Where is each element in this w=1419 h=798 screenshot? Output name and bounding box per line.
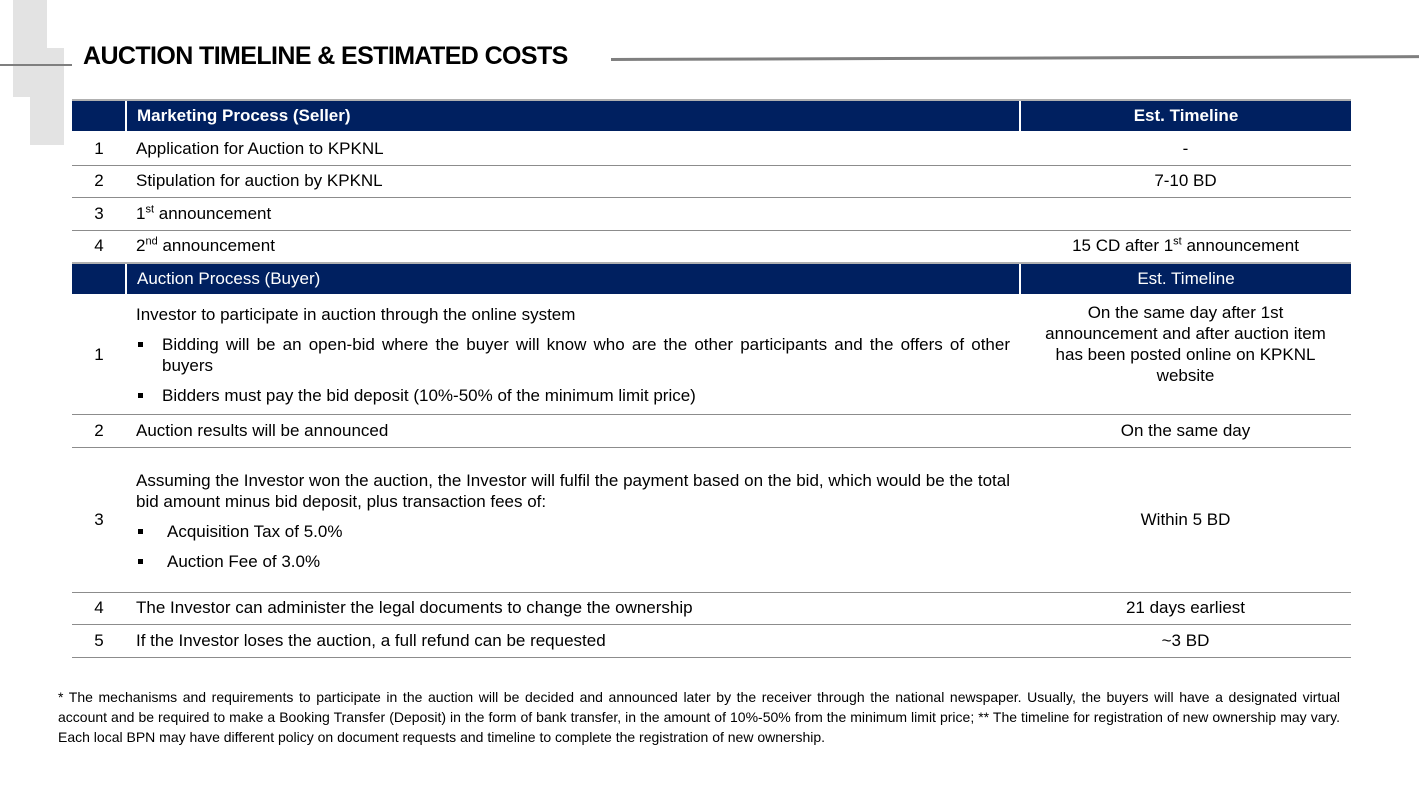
page-title: AUCTION TIMELINE & ESTIMATED COSTS: [83, 42, 576, 71]
footnote: * The mechanisms and requirements to participate in the auction will be decided and announced later by the receiver through the national newspaper. Usually, the buyers will have a designated virtual account and be required to make a Booking Transfer (Deposit) in the form of bank transfer, in the amount of 10%-50% from the minimum limit price; ** The timeline for registration of new ownership may vary. Each local BPN may have different policy on document requests and timeline to complete the registration of new ownership.: [58, 689, 1340, 745]
row-number: 4: [72, 592, 126, 625]
row-text-pre: 1: [136, 203, 146, 223]
table-row: [72, 415, 1351, 448]
row-text: Application for Auction to KPKNL: [126, 132, 1020, 165]
row-timeline: 7-10 BD: [1020, 165, 1351, 198]
row-text-pre: 2: [136, 236, 146, 256]
decorative-block: [30, 48, 64, 145]
table-row: [72, 625, 1351, 658]
table-row: [72, 198, 1351, 231]
row-text: Auction results will be announced: [126, 415, 1020, 448]
row-timeline: ~3 BD: [1020, 625, 1351, 658]
table-row: [72, 295, 1351, 415]
row-number: 1: [72, 132, 126, 165]
row-number: 2: [72, 165, 126, 198]
seller-header-timeline: Est. Timeline: [1020, 100, 1351, 132]
row-text: Investor to participate in auction through the online system: [136, 305, 576, 324]
row-text-post: announcement: [157, 236, 275, 256]
row-number: 2: [72, 415, 126, 448]
row-text: Assuming the Investor won the auction, the Investor will fulfil the payment based on the bid, which would be the total bid amount minus bid deposit, plus transaction fees of:: [136, 470, 1010, 511]
buyer-header-row: [72, 263, 1351, 295]
bullet-item: Acquisition Tax of 5.0%: [136, 521, 1010, 542]
row-number: 3: [72, 447, 126, 592]
row-timeline: [1020, 198, 1351, 231]
row-text: [126, 198, 1020, 231]
bullet-item: Bidders must pay the bid deposit (10%-50% of the minimum limit price): [136, 385, 1010, 406]
row-text-cell: [126, 295, 1020, 415]
header-num-cell: [72, 100, 126, 132]
row-text-post: announcement: [154, 203, 272, 223]
buyer-header-process: Auction Process (Buyer): [126, 263, 1020, 295]
row-text: [126, 230, 1020, 263]
row-text: If the Investor loses the auction, a full refund can be requested: [126, 625, 1020, 658]
bullet-item: Bidding will be an open-bid where the buyer will know who are the other participants and the offers of other buyers: [136, 334, 1010, 376]
row-text: Stipulation for auction by KPKNL: [126, 165, 1020, 198]
row-timeline: On the same day: [1020, 415, 1351, 448]
table-row: [72, 230, 1351, 263]
buyer-header-timeline: Est. Timeline: [1020, 263, 1351, 295]
row-text-sup: nd: [145, 235, 158, 248]
timeline-pre: 15 CD after 1: [1072, 236, 1174, 256]
table-row: [72, 447, 1351, 592]
seller-header-row: [72, 100, 1351, 132]
table-row: [72, 132, 1351, 165]
row-number: 1: [72, 295, 126, 415]
seller-header-process: Marketing Process (Seller): [126, 100, 1020, 132]
row-number: 4: [72, 230, 126, 263]
table-row: [72, 165, 1351, 198]
title-rule-right: [611, 55, 1419, 61]
row-timeline: -: [1020, 132, 1351, 165]
row-timeline: [1020, 230, 1351, 263]
title-rule-left: [0, 64, 72, 66]
header-num-cell: [72, 263, 126, 295]
bullet-item: Auction Fee of 3.0%: [136, 551, 1010, 572]
bullet-list: [136, 521, 1010, 572]
row-timeline: Within 5 BD: [1020, 447, 1351, 592]
row-timeline: On the same day after 1st announcement and after auction item has been posted online on KPKNL website: [1020, 295, 1351, 415]
row-number: 3: [72, 198, 126, 231]
row-text-cell: [126, 447, 1020, 592]
timeline-sup: st: [1173, 235, 1182, 248]
bullet-list: [136, 334, 1010, 406]
row-text: The Investor can administer the legal documents to change the ownership: [126, 592, 1020, 625]
table-row: [72, 592, 1351, 625]
row-number: 5: [72, 625, 126, 658]
auction-timeline-table: [72, 99, 1351, 658]
timeline-post: announcement: [1181, 236, 1299, 256]
row-text-sup: st: [145, 203, 155, 216]
row-timeline: 21 days earliest: [1020, 592, 1351, 625]
